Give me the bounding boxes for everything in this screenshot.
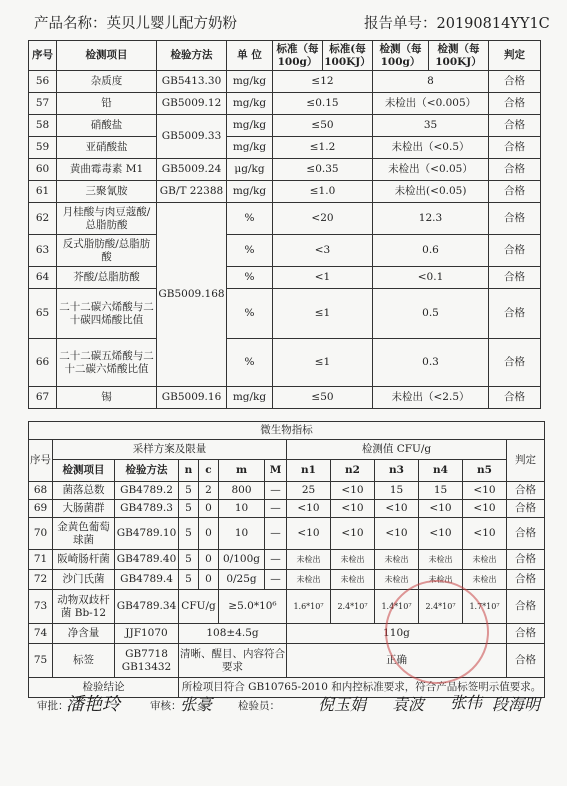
row-method: GB5009.168 [157, 203, 227, 387]
row-item: 亚硝酸盐 [57, 137, 157, 159]
row-item: 二十二碳六烯酸与二十碳四烯酸比值 [57, 289, 157, 339]
row-unit: mg/kg [227, 137, 273, 159]
col-header: 检验方法 [115, 460, 179, 482]
table-row [29, 159, 541, 181]
table-row [29, 339, 541, 387]
table-row: 71 阪崎肠杆菌 GB4789.40 5 0 0/100g — 未检出 未检出 未检出 未检出 未检出 合格 [29, 550, 545, 570]
row-unit: % [227, 235, 273, 267]
table-row: 68 菌落总数 GB4789.2 5 2 800 — 25 <10 15 15 <10 合格 [29, 482, 545, 500]
row-judgement: 合格 [489, 267, 541, 289]
row-method: GB5009.33 [157, 115, 227, 159]
col-header: n [179, 460, 199, 482]
row-item: 反式脂肪酸/总脂肪酸 [57, 235, 157, 267]
row-result: 0.6 [373, 235, 489, 267]
row-no: 60 [29, 159, 57, 181]
section-title: 微生物指标 [29, 422, 545, 440]
approve-signature: 潘艳玲 [66, 694, 120, 715]
col-header: 单 位 [227, 41, 273, 71]
row-unit: μg/kg [227, 159, 273, 181]
row-standard: ≤0.15 [273, 93, 373, 115]
inspector-signature: 张伟 [450, 693, 483, 712]
col-header: c [199, 460, 219, 482]
row-result: 35 [373, 115, 489, 137]
row-unit: mg/kg [227, 71, 273, 93]
row-item: 硝酸盐 [57, 115, 157, 137]
row-item: 铅 [57, 93, 157, 115]
col-header: n3 [375, 460, 419, 482]
row-method: GB5009.16 [157, 387, 227, 409]
row-unit: % [227, 267, 273, 289]
row-method: GB5009.24 [157, 159, 227, 181]
table-row: 70 金黄色葡萄球菌 GB4789.10 5 0 10 — <10 <10 <10 <10 <10 合格 [29, 518, 545, 550]
col-header: n4 [419, 460, 463, 482]
row-standard: ≤1.0 [273, 181, 373, 203]
row-method: GB5413.30 [157, 71, 227, 93]
table-header-row [29, 41, 541, 71]
conclusion-label: 检验结论 [29, 678, 179, 698]
review-signature: 张豪 [180, 695, 213, 714]
table-row: 72 沙门氏菌 GB4789.4 5 0 0/25g — 未检出 未检出 未检出 未检出 未检出 合格 [29, 570, 545, 590]
row-judgement: 合格 [489, 181, 541, 203]
row-item: 芥酸/总脂肪酸 [57, 267, 157, 289]
table-row: 75 标签 GB7718 GB13432 清晰、醒目、内容符合要求 正确 合格 [29, 644, 545, 678]
col-header: 检测值 CFU/g [287, 440, 507, 460]
row-no: 59 [29, 137, 57, 159]
col-header: 采样方案及限量 [53, 440, 287, 460]
row-result: 12.3 [373, 203, 489, 235]
table-row [29, 181, 541, 203]
row-judgement: 合格 [489, 137, 541, 159]
row-result: 8 [373, 71, 489, 93]
row-standard: ≤1 [273, 339, 373, 387]
row-no: 56 [29, 71, 57, 93]
row-unit: % [227, 203, 273, 235]
row-unit: % [227, 339, 273, 387]
chemical-test-table [28, 40, 541, 409]
row-unit: mg/kg [227, 115, 273, 137]
row-result: 未检出（<0.005） [373, 93, 489, 115]
col-header: n1 [287, 460, 331, 482]
table-row [29, 115, 541, 137]
col-header: m [219, 460, 265, 482]
table-row: 74 净含量 JJF1070 108±4.5g 110g 合格 [29, 624, 545, 644]
col-header: 标准(每100KJ） [323, 41, 373, 71]
row-standard: ≤1 [273, 289, 373, 339]
row-standard: <1 [273, 267, 373, 289]
row-standard: ≤1.2 [273, 137, 373, 159]
col-header: 检测（每100g） [373, 41, 429, 71]
row-standard: ≤12 [273, 71, 373, 93]
row-judgement: 合格 [489, 93, 541, 115]
row-standard: ≤50 [273, 115, 373, 137]
row-unit: % [227, 289, 273, 339]
row-no: 65 [29, 289, 57, 339]
row-no: 57 [29, 93, 57, 115]
row-result: <0.1 [373, 267, 489, 289]
row-item: 黄曲霉毒素 M1 [57, 159, 157, 181]
row-no: 64 [29, 267, 57, 289]
col-header: M [265, 460, 287, 482]
table-row [29, 289, 541, 339]
col-header: 序号 [29, 41, 57, 71]
row-result: 未检出（<0.05） [373, 159, 489, 181]
col-header: n2 [331, 460, 375, 482]
table-row [29, 71, 541, 93]
table-row: 73 动物双歧杆菌 Bb-12 GB4789.34 CFU/g ≥5.0*10⁶ 1.6*10⁷ 2.4*10⁷ 1.4*10⁷ 2.4*10⁷ 1.7*10⁷ 合格 [29, 590, 545, 624]
row-standard: ≤0.35 [273, 159, 373, 181]
row-no: 66 [29, 339, 57, 387]
row-no: 63 [29, 235, 57, 267]
col-header: 标准（每100g） [273, 41, 323, 71]
col-header: 检测（每100KJ） [429, 41, 489, 71]
row-item: 月桂酸与肉豆蔻酸/总脂肪酸 [57, 203, 157, 235]
row-item: 锡 [57, 387, 157, 409]
table-row [29, 235, 541, 267]
col-header: 判定 [489, 41, 541, 71]
row-standard: <20 [273, 203, 373, 235]
row-result: 未检出（<0.5） [373, 137, 489, 159]
col-header: 检测项目 [53, 460, 115, 482]
col-header: 序号 [29, 440, 53, 482]
report-number: 报告单号：20190814YY1C [364, 16, 550, 32]
row-result: 0.3 [373, 339, 489, 387]
review-label: 审核： [150, 700, 182, 712]
inspector-signature: 段海明 [492, 695, 541, 714]
table-row [29, 387, 541, 409]
row-result: 未检出（<2.5） [373, 387, 489, 409]
inspector-label: 检验员： [238, 700, 280, 712]
row-judgement: 合格 [489, 115, 541, 137]
row-judgement: 合格 [489, 235, 541, 267]
table-row [29, 203, 541, 235]
row-item: 三聚氰胺 [57, 181, 157, 203]
row-item: 二十二碳五烯酸与二十二碳六烯酸比值 [57, 339, 157, 387]
col-header: 判定 [507, 440, 545, 482]
row-item: 杂质度 [57, 71, 157, 93]
col-header: n5 [463, 460, 507, 482]
table-row [29, 93, 541, 115]
approve-label: 审批： [37, 700, 69, 712]
inspector-signature: 倪玉娟 [318, 695, 367, 714]
conclusion-text: 所检项目符合 GB10765-2010 和内控标准要求，符合产品标签明示值要求。 [179, 678, 545, 698]
product-name: 产品名称：英贝儿婴儿配方奶粉 [34, 16, 237, 32]
row-no: 67 [29, 387, 57, 409]
table-row [29, 267, 541, 289]
row-judgement: 合格 [489, 289, 541, 339]
row-judgement: 合格 [489, 203, 541, 235]
table-row [29, 137, 541, 159]
inspector-signature: 袁波 [392, 695, 425, 714]
row-no: 62 [29, 203, 57, 235]
col-header: 检验方法 [157, 41, 227, 71]
row-standard: <3 [273, 235, 373, 267]
row-unit: mg/kg [227, 93, 273, 115]
row-standard: ≤50 [273, 387, 373, 409]
row-judgement: 合格 [489, 159, 541, 181]
row-method: GB5009.12 [157, 93, 227, 115]
row-unit: mg/kg [227, 181, 273, 203]
row-result: 未检出(<0.05) [373, 181, 489, 203]
row-unit: mg/kg [227, 387, 273, 409]
row-method: GB/T 22388 [157, 181, 227, 203]
table-row: 69 大肠菌群 GB4789.3 5 0 10 — <10 <10 <10 <10 <10 合格 [29, 500, 545, 518]
row-no: 61 [29, 181, 57, 203]
row-result: 0.5 [373, 289, 489, 339]
row-judgement: 合格 [489, 339, 541, 387]
row-judgement: 合格 [489, 71, 541, 93]
row-judgement: 合格 [489, 387, 541, 409]
col-header: 检测项目 [57, 41, 157, 71]
row-no: 58 [29, 115, 57, 137]
